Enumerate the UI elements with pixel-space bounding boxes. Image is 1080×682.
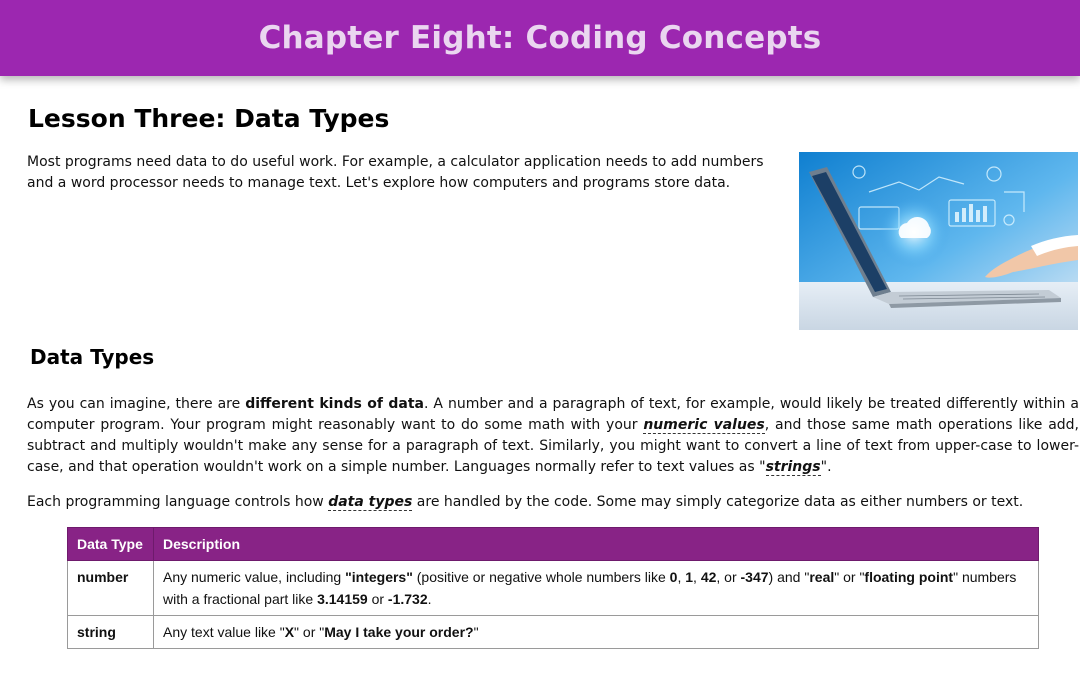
bold-text: 0 <box>669 569 678 585</box>
emphasis-text: different kinds of data <box>245 396 424 412</box>
text-run: ". <box>820 459 832 475</box>
table-row <box>68 561 1039 616</box>
text-run: Each programming language controls how <box>27 494 329 510</box>
bold-text: 3.14159 <box>317 591 368 607</box>
text-run: (positive or negative whole numbers like <box>412 569 670 585</box>
bold-text: -347 <box>740 569 769 585</box>
bold-text: 1 <box>685 569 694 585</box>
column-header-description: Description <box>154 528 1039 561</box>
bold-text: real <box>809 569 835 585</box>
text-run: , and those same math operations like add, subtract and multiply wouldn't make any sense for a paragraph of text. Similarly, you might want to convert a line of text from upper-case to lower-case, and that operation wouldn't work on a simple number. Languages normally refer to text values as " <box>27 417 1080 475</box>
data-types-paragraph <box>27 394 1079 478</box>
text-run: ) and " <box>768 569 810 585</box>
text-run: or <box>367 591 388 607</box>
term-data-types[interactable]: data types <box>328 494 413 510</box>
text-run: , <box>693 569 701 585</box>
description-cell <box>154 561 1039 616</box>
bold-text: X <box>284 624 295 640</box>
bold-text: 42 <box>700 569 717 585</box>
bold-text: -1.732 <box>387 591 428 607</box>
text-run: , or <box>716 569 741 585</box>
table-row <box>68 616 1039 649</box>
text-run: Any text value like " <box>163 624 285 640</box>
text-run: . <box>427 591 432 607</box>
bold-text: "integers" <box>345 569 413 585</box>
text-run: , <box>677 569 686 585</box>
text-run: . A number and a paragraph of text, for example, would likely be treated differently within a computer program. Your program might reasonably want to do some math with your <box>27 396 1079 433</box>
table-header-row <box>68 528 1039 561</box>
bold-text: floating point <box>864 569 954 585</box>
text-run: are handled by the code. Some may simply categorize data as either numbers or text. <box>412 494 1024 510</box>
section-title: Data Types <box>30 345 155 369</box>
text-run: As you can imagine, there are <box>27 396 246 412</box>
text-run: Any numeric value, including <box>163 569 346 585</box>
text-run: " or " <box>294 624 325 640</box>
term-strings[interactable]: strings <box>765 459 821 475</box>
bold-text: May I take your order? <box>324 624 474 640</box>
laptop-data-icon <box>799 152 1078 330</box>
page-header <box>0 0 1080 76</box>
text-run: " <box>473 624 479 640</box>
chapter-title: Chapter Eight: Coding Concepts <box>258 20 822 56</box>
lesson-title: Lesson Three: Data Types <box>28 104 390 133</box>
text-run: " or " <box>834 569 865 585</box>
text-run: " numbers with a fractional part like <box>163 569 1017 607</box>
type-cell: string <box>68 616 154 649</box>
intro-paragraph: Most programs need data to do useful work. For example, a calculator application needs to add numbers and a word processor needs to manage text. Let's explore how computers and programs store data. <box>27 154 764 191</box>
data-types-table <box>67 527 1039 649</box>
column-header-data-type: Data Type <box>68 528 154 561</box>
type-cell: number <box>68 561 154 616</box>
term-numeric-values[interactable]: numeric values <box>643 417 765 433</box>
description-cell <box>154 616 1039 649</box>
language-paragraph <box>27 492 1079 513</box>
